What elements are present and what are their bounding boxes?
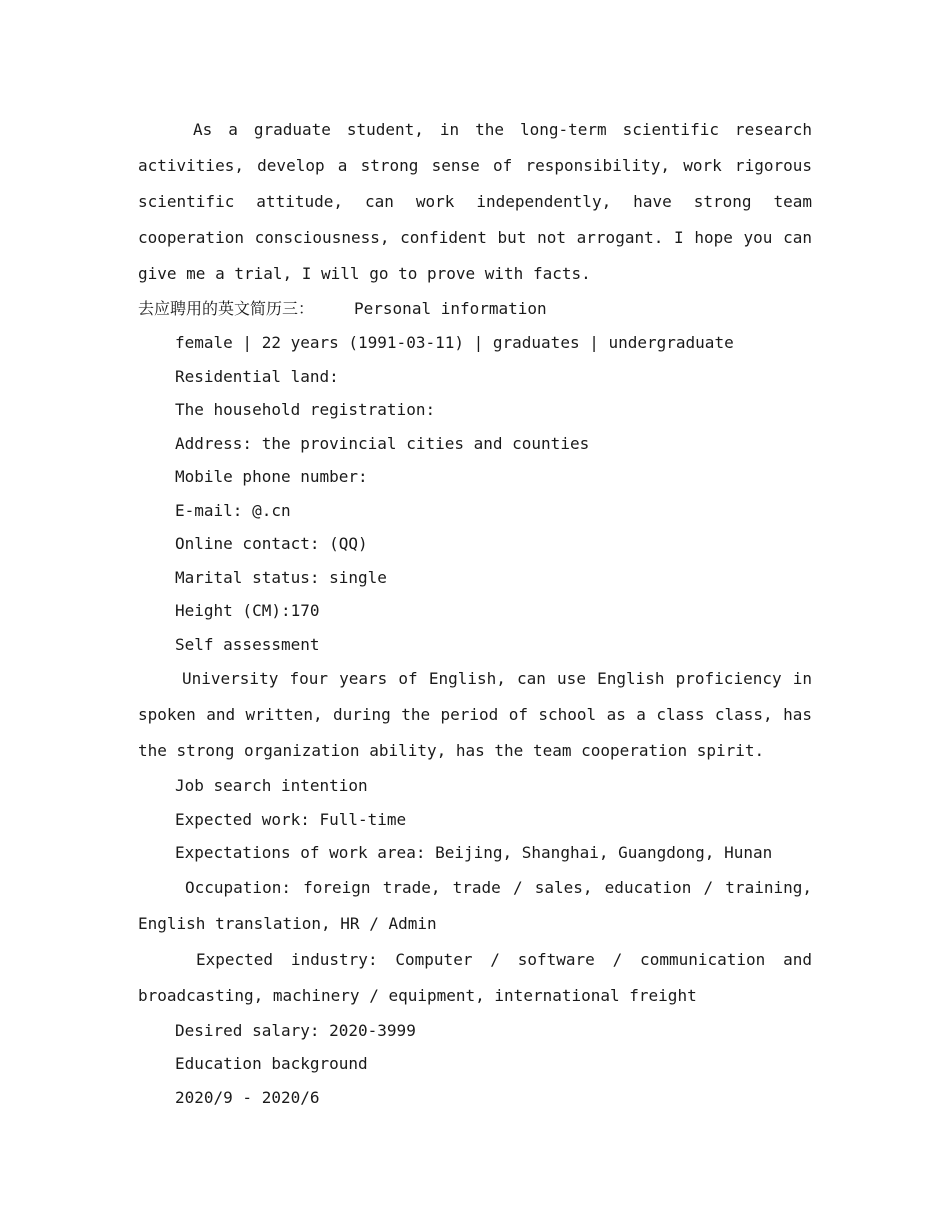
residential-land-line: Residential land: [175,366,339,386]
section-heading-cn: 去应聘用的英文简历三： [138,299,315,318]
gender-age-line: female | 22 years (1991-03-11) | graduates | undergraduate [175,333,734,352]
household-registration-line: The household registration: [175,400,436,419]
marital-status-line: Marital status: single [175,567,387,587]
intro-paragraph: As a graduate student, in the long-term scientific research activities, develop a strong sense of responsibility, work rigorous scientific attitude, can work independently, have strong team cooperation consciousness, confident but not arrogant. I hope you can give me a trial, I will go to prove with facts. [138,120,812,283]
desired-salary-line: Desired salary: 2020-3999 [175,1020,416,1040]
occupation-paragraph: Occupation: foreign trade, trade / sales, education / training, English translation, HR / Admin [138,877,812,933]
self-assessment-paragraph: University four years of English, can use English proficiency in spoken and written, during the period of school as a class class, has the strong organization ability, has the team cooperation spirit. [138,669,812,760]
industry-paragraph: Expected industry: Computer / software / communication and broadcasting, machinery / equipment, international freight [138,949,812,1005]
work-area-line: Expectations of work area: Beijing, Shanghai, Guangdong, Hunan [175,843,773,862]
job-search-heading: Job search intention [175,776,368,795]
height-line: Height (CM):170 [175,601,320,620]
resume-content [138,112,812,1114]
self-assessment-heading: Self assessment [175,634,320,654]
email-line: E-mail: @.cn [175,500,291,520]
online-contact-line: Online contact: (QQ) [175,534,368,553]
section-heading [138,292,812,326]
expected-work-line: Expected work: Full-time [175,809,407,829]
address-line: Address: the provincial cities and counties [175,433,590,453]
section-heading-en: Personal information [354,299,547,318]
mobile-phone-line: Mobile phone number: [175,467,368,486]
education-dates-line: 2020/9 - 2020/6 [175,1087,320,1107]
education-heading: Education background [175,1054,368,1073]
